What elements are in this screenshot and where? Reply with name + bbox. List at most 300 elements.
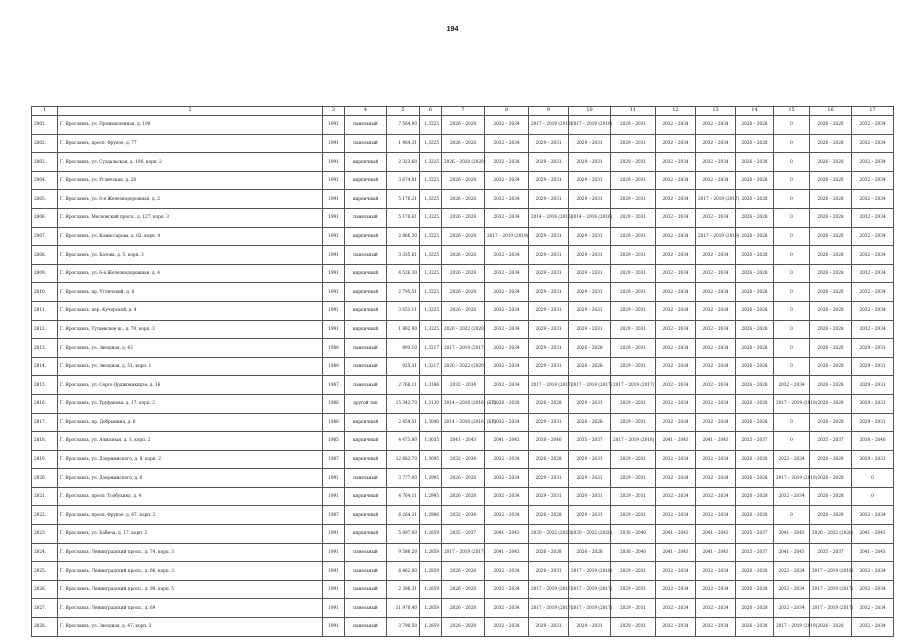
table-cell: Г. Ярославль, ул. Бабича, д. 17, корп. 2: [58, 525, 323, 544]
table-cell: 2032 – 2034: [852, 562, 894, 581]
table-cell: Г. Ярославль, Тутаевское ш., д. 70, корп. 3: [58, 320, 323, 339]
table-cell: 1991: [323, 171, 345, 190]
table-cell: 2032 – 2034: [774, 376, 810, 395]
table-cell: 2032 – 2034: [485, 320, 529, 339]
table-cell: Г. Ярославль, ул. Труфанова, д. 17, корп. 2: [58, 394, 323, 413]
header-cell: 11: [611, 107, 656, 116]
table-cell: 1991: [323, 580, 345, 599]
table-cell: 2032 – 2034: [656, 413, 696, 432]
table-cell: 2017 – 2019 (2017): [810, 599, 852, 618]
table-cell: 2032 – 2034: [485, 450, 529, 469]
table-cell: 2029 – 2031: [611, 599, 656, 618]
table-cell: 2026 – 2028: [810, 618, 852, 637]
table-cell: 1,2995: [420, 469, 442, 488]
table-cell: Г. Ярославль, пер. Кучерской, д. 4: [58, 301, 323, 320]
table-cell: 2032 – 2034: [656, 618, 696, 637]
table-cell: 2026 – 2028: [442, 599, 485, 618]
table-cell: 2026 – 2028: [442, 301, 485, 320]
table-cell: 2029 – 2031: [569, 450, 611, 469]
table-cell: 1991: [323, 227, 345, 246]
table-cell: 0: [774, 432, 810, 451]
table-cell: Г. Ярославль, ул. Серго Орджоникидзе, д. 16: [58, 376, 323, 395]
table-cell: 1991: [323, 487, 345, 506]
table-cell: 2029 – 2031: [529, 618, 569, 637]
table-cell: 6 462,80: [387, 562, 420, 581]
table-cell: 2814.: [32, 357, 58, 376]
table-cell: 1,2995: [420, 487, 442, 506]
table-cell: 1988: [323, 357, 345, 376]
table-cell: 2032 – 2034: [656, 227, 696, 246]
table-cell: 2032 – 2034: [656, 246, 696, 265]
table-cell: 2029 – 2031: [611, 450, 656, 469]
table-cell: 2026 – 2028: [442, 283, 485, 302]
table-cell: 2827.: [32, 599, 58, 618]
table-cell: 2032 – 2034: [696, 339, 736, 358]
table-cell: 2026 – 2028: [810, 208, 852, 227]
table-row: [32, 432, 894, 451]
table-cell: 1991: [323, 543, 345, 562]
table-cell: 2026 – 2028: [810, 153, 852, 172]
table-cell: 2029 – 2031: [611, 487, 656, 506]
table-cell: 2029 – 2031: [611, 190, 656, 209]
table-cell: Г. Ярославль, ул. Промышленная, д. 108: [58, 116, 323, 135]
table-cell: кирпичный: [345, 171, 387, 190]
table-cell: 2032 – 2034: [656, 264, 696, 283]
table-cell: 2032 – 2034: [774, 580, 810, 599]
table-cell: 1985: [323, 432, 345, 451]
table-cell: 2029 – 2031: [529, 301, 569, 320]
table-cell: 2808.: [32, 246, 58, 265]
table-cell: 2026 – 2028: [442, 580, 485, 599]
table-row: [32, 562, 894, 581]
table-cell: 2026 – 2028: [810, 283, 852, 302]
table-cell: 1,3186: [420, 376, 442, 395]
table-cell: 2 396,31: [387, 580, 420, 599]
table-row: [32, 413, 894, 432]
table-cell: 2026 – 2028: [810, 134, 852, 153]
table-cell: 2017 – 2019 (2018): [611, 432, 656, 451]
table-cell: 2 866,30: [387, 227, 420, 246]
table-cell: Г. Ярославль, Ленинградский просп., д. 90, корп. 5: [58, 580, 323, 599]
table-cell: 2035 – 2037: [810, 432, 852, 451]
table-cell: 2017 – 2019 (2017): [529, 376, 569, 395]
table-row: [32, 543, 894, 562]
table-row: [32, 450, 894, 469]
table-cell: 2014 – 2016 (2016): [569, 208, 611, 227]
table-cell: 2026 – 2028: [810, 320, 852, 339]
header-cell: 9: [529, 107, 569, 116]
table-cell: 0: [774, 264, 810, 283]
table-cell: 7 564,00: [387, 116, 420, 135]
table-cell: кирпичный: [345, 450, 387, 469]
table-cell: панельный: [345, 469, 387, 488]
table-cell: 0: [774, 208, 810, 227]
table-cell: Г. Ярославль, Ленинградский просп., д. 69: [58, 599, 323, 618]
header-cell: 16: [810, 107, 852, 116]
table-row: [32, 525, 894, 544]
table-row: [32, 264, 894, 283]
table-cell: 2017 – 2019 (2019): [529, 116, 569, 135]
table-cell: 2032 – 2034: [656, 134, 696, 153]
header-cell: 4: [345, 107, 387, 116]
table-cell: панельный: [345, 339, 387, 358]
header-cell: 7: [442, 107, 485, 116]
table-cell: 2017 – 2019 (2017): [442, 339, 485, 358]
page-number: 194: [446, 26, 459, 33]
table-cell: панельный: [345, 543, 387, 562]
table-cell: 12 682,70: [387, 450, 420, 469]
table-cell: 2029 – 2031: [611, 562, 656, 581]
table-cell: 2026 – 2028: [736, 246, 774, 265]
table-cell: 2038 – 2040: [529, 432, 569, 451]
table-cell: 2032 – 2034: [442, 376, 485, 395]
table-cell: 2041 – 2043: [696, 432, 736, 451]
table-cell: 2032 – 2034: [696, 506, 736, 525]
table-cell: 2032 – 2034: [485, 506, 529, 525]
table-cell: 4 764,11: [387, 487, 420, 506]
table-cell: панельный: [345, 376, 387, 395]
table-cell: 2032 – 2034: [696, 469, 736, 488]
table-cell: 1987: [323, 376, 345, 395]
table-cell: 2 795,51: [387, 283, 420, 302]
table-cell: 2017 – 2019 (2019): [696, 227, 736, 246]
table-cell: 2029 – 2031: [529, 190, 569, 209]
table-cell: 2817.: [32, 413, 58, 432]
table-row: [32, 283, 894, 302]
table-cell: 2035 – 2037: [442, 525, 485, 544]
table-cell: 2026 – 2028: [810, 506, 852, 525]
table-cell: 2029 – 2031: [529, 171, 569, 190]
table-cell: 2029 – 2031: [529, 413, 569, 432]
table-cell: 2029 – 2031: [529, 153, 569, 172]
table-cell: 2823.: [32, 525, 58, 544]
table-cell: 2017 – 2019 (2017): [611, 376, 656, 395]
table-cell: 0: [774, 134, 810, 153]
table-cell: 2032 – 2034: [852, 283, 894, 302]
table-cell: 2032 – 2034: [696, 413, 736, 432]
table-row: [32, 357, 894, 376]
table-cell: 2032 – 2034: [696, 450, 736, 469]
table-cell: 1,3217: [420, 339, 442, 358]
table-cell: 5 176,21: [387, 190, 420, 209]
table-cell: 2026 – 2028: [442, 487, 485, 506]
table-cell: Г. Ярославль, ул. Звездная, д. 47, корп. 3: [58, 618, 323, 637]
table-cell: кирпичный: [345, 432, 387, 451]
table-cell: 2032 – 2034: [656, 394, 696, 413]
table-cell: панельный: [345, 562, 387, 581]
table-cell: 5 097,60: [387, 525, 420, 544]
table-cell: 2026 – 2028: [442, 469, 485, 488]
table-cell: 2032 – 2034: [656, 506, 696, 525]
table-cell: 1,3225: [420, 264, 442, 283]
table-cell: 3 674,01: [387, 171, 420, 190]
table-cell: 2032 – 2034: [696, 562, 736, 581]
table-cell: 2041 – 2043: [442, 432, 485, 451]
table-cell: 2026 – 2028: [569, 413, 611, 432]
table-cell: 2826.: [32, 580, 58, 599]
table-cell: 1,3130: [420, 394, 442, 413]
data-table: [31, 106, 894, 637]
header-cell: 10: [569, 107, 611, 116]
table-cell: 1,3225: [420, 134, 442, 153]
table-cell: 2032 – 2034: [485, 134, 529, 153]
table-cell: 2026 – 2028: [529, 543, 569, 562]
table-cell: 2020 – 2022 (2020): [529, 525, 569, 544]
table-cell: 2026 – 2028: [442, 116, 485, 135]
table-cell: 2026 – 2028: [569, 339, 611, 358]
table-cell: 2026 – 2028: [736, 562, 774, 581]
table-cell: кирпичный: [345, 413, 387, 432]
table-cell: 2032 – 2034: [852, 190, 894, 209]
table-cell: 2032 – 2034: [696, 580, 736, 599]
table-cell: 2014 – 2016 (2016) (БР): [442, 394, 485, 413]
table-cell: 1987: [323, 506, 345, 525]
table-cell: 2041 – 2043: [485, 543, 529, 562]
table-cell: 1991: [323, 153, 345, 172]
table-row: [32, 171, 894, 190]
table-cell: кирпичный: [345, 190, 387, 209]
table-cell: 1991: [323, 116, 345, 135]
table-cell: 2032 – 2034: [656, 320, 696, 339]
table-cell: 2032 – 2034: [696, 376, 736, 395]
table-cell: 2032 – 2034: [852, 208, 894, 227]
table-row: [32, 394, 894, 413]
header-cell: 17: [852, 107, 894, 116]
table-cell: кирпичный: [345, 506, 387, 525]
table-cell: 2029 – 2031: [611, 283, 656, 302]
table-cell: 2029 – 2031: [569, 153, 611, 172]
table-cell: 2032 – 2034: [774, 599, 810, 618]
table-cell: 1,3040: [420, 413, 442, 432]
table-cell: 2026 – 2028: [736, 116, 774, 135]
table-cell: 2029 – 2031: [569, 134, 611, 153]
table-cell: 2029 – 2031: [611, 394, 656, 413]
table-cell: 0: [852, 487, 894, 506]
table-cell: 2824.: [32, 543, 58, 562]
table-cell: панельный: [345, 208, 387, 227]
table-cell: 2032 – 2034: [656, 450, 696, 469]
table-cell: 2810.: [32, 283, 58, 302]
table-cell: 2813.: [32, 339, 58, 358]
table-cell: 2038 – 2040: [852, 432, 894, 451]
table-cell: 2041 – 2043: [485, 432, 529, 451]
table-cell: 2035 – 2037: [736, 525, 774, 544]
table-cell: кирпичный: [345, 487, 387, 506]
table-cell: 2029 – 2031: [529, 562, 569, 581]
table-cell: 2029 – 2031: [852, 450, 894, 469]
table-cell: 2032 – 2034: [485, 283, 529, 302]
table-cell: 2026 – 2028: [736, 580, 774, 599]
table-cell: 2032 – 2034: [852, 599, 894, 618]
table-cell: 1,3225: [420, 246, 442, 265]
table-cell: 2017 – 2019 (2019): [774, 618, 810, 637]
table-cell: 2032 – 2034: [442, 506, 485, 525]
table-cell: 2026 – 2028: [442, 190, 485, 209]
table-cell: 2026 – 2028: [810, 264, 852, 283]
table-cell: другой тип: [345, 394, 387, 413]
table-cell: 0: [774, 283, 810, 302]
table-cell: 2802.: [32, 134, 58, 153]
table-cell: 0: [774, 320, 810, 339]
table-cell: 1,3225: [420, 283, 442, 302]
table-cell: 2026 – 2028: [736, 339, 774, 358]
table-cell: 2026 – 2028: [529, 506, 569, 525]
table-cell: 2029 – 2031: [611, 357, 656, 376]
table-cell: 1,3225: [420, 301, 442, 320]
table-cell: 2026 – 2028: [736, 171, 774, 190]
table-cell: 2017 – 2019 (2017): [569, 599, 611, 618]
table-cell: 1,2859: [420, 525, 442, 544]
table-cell: 2029 – 2031: [569, 246, 611, 265]
table-cell: 2029 – 2031: [529, 339, 569, 358]
table-cell: 2032 – 2034: [696, 116, 736, 135]
table-cell: 2017 – 2019 (2017): [442, 543, 485, 562]
table-cell: 1991: [323, 618, 345, 637]
table-cell: 2038 – 2040: [611, 525, 656, 544]
table-cell: 15 342,70: [387, 394, 420, 413]
table-cell: 2029 – 2031: [611, 134, 656, 153]
table-cell: 925,31: [387, 357, 420, 376]
table-cell: 2029 – 2031: [611, 320, 656, 339]
table-cell: 2029 – 2031: [569, 190, 611, 209]
table-cell: 2026 – 2028: [736, 153, 774, 172]
table-cell: 2805.: [32, 190, 58, 209]
table-cell: 2026 – 2028: [736, 320, 774, 339]
table-cell: 2029 – 2031: [611, 413, 656, 432]
table-cell: кирпичный: [345, 153, 387, 172]
table-cell: 2 323,60: [387, 153, 420, 172]
table-cell: кирпичный: [345, 320, 387, 339]
table-cell: 2026 – 2028: [810, 450, 852, 469]
table-row: [32, 190, 894, 209]
table-row: [32, 320, 894, 339]
table-cell: 2041 – 2043: [696, 543, 736, 562]
table-cell: 2029 – 2031: [611, 580, 656, 599]
table-cell: Г. Ярославль, просп. Фрунзе, д. 67, корп. 2: [58, 506, 323, 525]
table-cell: 2029 – 2031: [611, 618, 656, 637]
table-cell: 1991: [323, 320, 345, 339]
table-cell: 1987: [323, 450, 345, 469]
table-cell: 2029 – 2031: [569, 506, 611, 525]
table-cell: 2041 – 2043: [774, 525, 810, 544]
table-cell: 2026 – 2028: [810, 339, 852, 358]
table-cell: 2026 – 2028: [736, 599, 774, 618]
table-cell: Г. Ярославль, ул. Батова, д. 5, корп. 3: [58, 246, 323, 265]
table-cell: 2812.: [32, 320, 58, 339]
table-cell: 2026 – 2028: [736, 134, 774, 153]
table-cell: 2032 – 2034: [656, 599, 696, 618]
table-cell: 2026 – 2028: [810, 171, 852, 190]
table-cell: 2032 – 2034: [485, 171, 529, 190]
table-cell: 2032 – 2034: [656, 487, 696, 506]
table-cell: 2020 – 2022 (2020): [442, 320, 485, 339]
table-cell: 2017 – 2019 (2019): [569, 116, 611, 135]
table-cell: 2035 – 2037: [736, 543, 774, 562]
table-cell: 2032 – 2034: [774, 562, 810, 581]
table-cell: 2032 – 2034: [696, 301, 736, 320]
table-cell: 2020 – 2022 (2020): [442, 357, 485, 376]
table-cell: 2828.: [32, 618, 58, 637]
table-cell: 2804.: [32, 171, 58, 190]
table-cell: Г. Ярославль, ул. Дзержинского, д. 8, корп. 2: [58, 450, 323, 469]
table-row: [32, 618, 894, 637]
table-cell: 2017 – 2019 (2017): [529, 599, 569, 618]
table-row: [32, 246, 894, 265]
table-cell: 2041 – 2043: [656, 525, 696, 544]
table-cell: 2029 – 2031: [611, 208, 656, 227]
table-cell: 2029 – 2031: [852, 413, 894, 432]
table-cell: кирпичный: [345, 525, 387, 544]
table-cell: 0: [774, 357, 810, 376]
table-cell: 2020 – 2022 (2020): [569, 525, 611, 544]
table-cell: 2820.: [32, 469, 58, 488]
table-cell: 1,3225: [420, 208, 442, 227]
table-cell: 2032 – 2034: [656, 357, 696, 376]
table-cell: 2032 – 2034: [774, 487, 810, 506]
table-cell: Г. Ярославль, ул. Комиссарова, д. 62, корп. 4: [58, 227, 323, 246]
table-cell: 2032 – 2034: [852, 301, 894, 320]
table-cell: 1,3225: [420, 190, 442, 209]
table-cell: 2014 – 2016 (2016): [529, 208, 569, 227]
table-cell: Г. Ярославль, ул. Дзержинского, д. 6: [58, 469, 323, 488]
table-cell: 2026 – 2028: [569, 357, 611, 376]
table-cell: 2032 – 2034: [656, 339, 696, 358]
table-row: [32, 208, 894, 227]
table-cell: 3 335,61: [387, 246, 420, 265]
table-cell: 1,3217: [420, 357, 442, 376]
table-cell: 2032 – 2034: [852, 320, 894, 339]
table-cell: 2029 – 2031: [852, 357, 894, 376]
table-cell: 2029 – 2031: [611, 227, 656, 246]
table-cell: 2032 – 2034: [852, 506, 894, 525]
table-cell: 2035 – 2037: [810, 543, 852, 562]
table-row: [32, 376, 894, 395]
table-cell: 2032 – 2034: [442, 450, 485, 469]
table-cell: 2026 – 2028: [442, 134, 485, 153]
table-cell: 2026 – 2028: [736, 227, 774, 246]
table-cell: 1991: [323, 283, 345, 302]
table-cell: 0: [774, 301, 810, 320]
table-cell: 2032 – 2034: [485, 599, 529, 618]
table-cell: 2026 – 2028 (2020): [442, 153, 485, 172]
table-cell: 2032 – 2034: [696, 246, 736, 265]
table-cell: 2026 – 2028: [810, 487, 852, 506]
table-row: [32, 487, 894, 506]
table-cell: 2032 – 2034: [656, 469, 696, 488]
table-cell: 2026 – 2028: [736, 208, 774, 227]
table-cell: 1991: [323, 134, 345, 153]
table-cell: 2026 – 2028: [736, 469, 774, 488]
table-cell: 2026 – 2028: [442, 562, 485, 581]
table-cell: 2026 – 2028: [529, 394, 569, 413]
table-cell: 2029 – 2031: [611, 264, 656, 283]
table-cell: 2026 – 2028: [442, 171, 485, 190]
table-cell: 1,2859: [420, 543, 442, 562]
table-cell: 2041 – 2043: [774, 543, 810, 562]
table-cell: 2032 – 2034: [696, 618, 736, 637]
table-cell: 2819.: [32, 450, 58, 469]
table-cell: 1986: [323, 413, 345, 432]
table-cell: 2029 – 2031: [611, 246, 656, 265]
table-cell: 1,3225: [420, 320, 442, 339]
table-cell: 2026 – 2028: [810, 246, 852, 265]
table-cell: 1991: [323, 264, 345, 283]
table-cell: 2032 – 2034: [696, 264, 736, 283]
table-cell: 1,3225: [420, 116, 442, 135]
table-cell: 2815.: [32, 376, 58, 395]
table-cell: 1991: [323, 562, 345, 581]
table-cell: 2032 – 2034: [485, 580, 529, 599]
